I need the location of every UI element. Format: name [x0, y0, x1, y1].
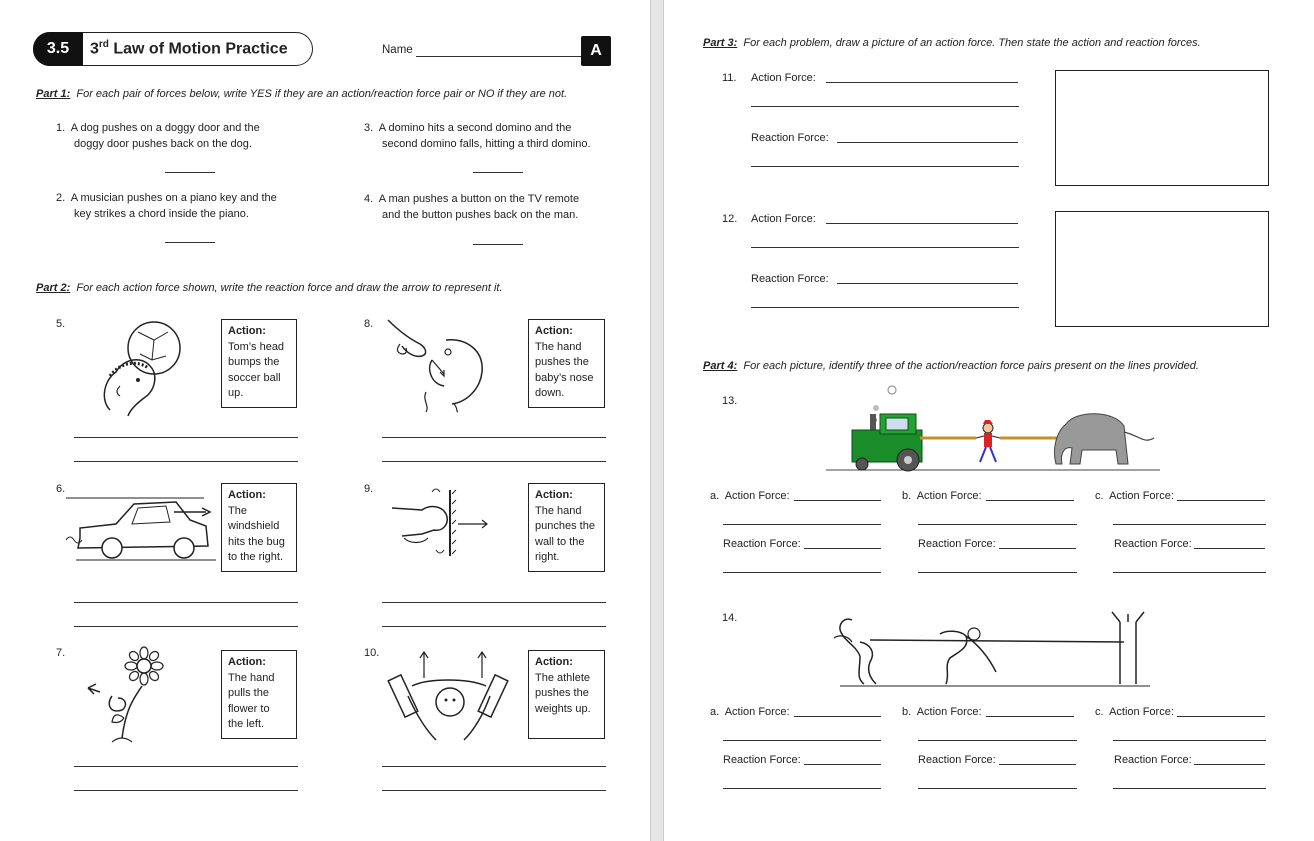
- reaction-label: Reaction Force:: [918, 538, 996, 550]
- reaction-line[interactable]: [382, 766, 606, 767]
- reaction-line[interactable]: [382, 437, 606, 438]
- name-label: Name: [382, 44, 413, 56]
- reaction-line[interactable]: [382, 626, 606, 627]
- version-badge: A: [581, 36, 611, 66]
- tractor-man-elephant-tug-icon: [824, 380, 1164, 475]
- part1-item-1: 1. A dog pushes on a doggy door and the doggy door pushes back on the dog.: [56, 122, 260, 150]
- answer-line[interactable]: [986, 500, 1074, 501]
- answer-line[interactable]: [1177, 500, 1265, 501]
- reaction-line[interactable]: [74, 437, 298, 438]
- part4-header: Part 4: For each picture, identify three of the action/reaction force pairs present on the lines provided.: [703, 360, 1199, 372]
- reaction-force-line[interactable]: [837, 142, 1018, 143]
- action-force-line[interactable]: [751, 247, 1019, 248]
- reaction-line[interactable]: [74, 461, 298, 462]
- answer-13c-label: c. Action Force:: [1095, 490, 1174, 502]
- answer-line-3[interactable]: [473, 172, 523, 173]
- answer-line[interactable]: [999, 764, 1076, 765]
- worksheet-page-2: [664, 0, 1314, 841]
- answer-line[interactable]: [794, 716, 881, 717]
- part3-header: Part 3: For each problem, draw a picture of an action force. Then state the action and reaction forces.: [703, 37, 1201, 49]
- answer-13a-label: a. Action Force:: [710, 490, 790, 502]
- answer-line[interactable]: [1113, 788, 1266, 789]
- reaction-line[interactable]: [382, 461, 606, 462]
- answer-line[interactable]: [918, 788, 1077, 789]
- action-box-8: Action: The hand pushes the baby’s nose down.: [528, 319, 605, 408]
- drawing-box-12[interactable]: [1055, 211, 1269, 327]
- action-box-6: Action: The windshield hits the bug to the right.: [221, 483, 297, 572]
- car-bug-icon: [66, 490, 216, 570]
- answer-line[interactable]: [1113, 524, 1266, 525]
- part1-item-3: 3. A domino hits a second domino and the second domino falls, hitting a third domino.: [364, 122, 591, 150]
- answer-line-4[interactable]: [473, 244, 523, 245]
- reaction-line[interactable]: [382, 602, 606, 603]
- answer-line[interactable]: [804, 764, 881, 765]
- action-force-label: Action Force:: [751, 72, 816, 84]
- reaction-force-label: Reaction Force:: [751, 273, 829, 285]
- monkeys-rope-tree-icon: [830, 612, 1164, 692]
- reaction-label: Reaction Force:: [1114, 754, 1192, 766]
- item-number: 6.: [56, 483, 66, 495]
- reaction-force-line[interactable]: [751, 307, 1019, 308]
- worksheet-title: 3rd Law of Motion Practice: [90, 39, 288, 58]
- reaction-label: Reaction Force:: [723, 538, 801, 550]
- action-box-5: Action: Tom’s head bumps the soccer ball up.: [221, 319, 297, 408]
- reaction-label: Reaction Force:: [1114, 538, 1192, 550]
- action-force-line[interactable]: [751, 106, 1019, 107]
- action-force-label: Action Force:: [751, 213, 816, 225]
- item-number: 14.: [722, 612, 738, 624]
- answer-line[interactable]: [918, 740, 1077, 741]
- item-number: 5.: [56, 318, 66, 330]
- part1-header: Part 1: For each pair of forces below, write YES if they are an action/reaction force pair or NO if they are not.: [36, 88, 568, 100]
- reaction-force-line[interactable]: [837, 283, 1018, 284]
- part2-header: Part 2: For each action force shown, write the reaction force and draw the arrow to represent it.: [36, 282, 503, 294]
- reaction-force-line[interactable]: [751, 166, 1019, 167]
- action-force-line[interactable]: [826, 82, 1018, 83]
- answer-line-1[interactable]: [165, 172, 215, 173]
- action-force-line[interactable]: [826, 223, 1018, 224]
- answer-line[interactable]: [918, 524, 1077, 525]
- answer-line[interactable]: [1113, 740, 1266, 741]
- action-box-10: Action: The athlete pushes the weights up.: [528, 650, 605, 739]
- answer-line[interactable]: [986, 716, 1074, 717]
- name-field[interactable]: [416, 56, 581, 57]
- answer-14c-label: c. Action Force:: [1095, 706, 1174, 718]
- answer-14a-label: a. Action Force:: [710, 706, 790, 718]
- head-soccer-ball-icon: [80, 320, 210, 415]
- answer-line[interactable]: [918, 572, 1077, 573]
- reaction-label: Reaction Force:: [918, 754, 996, 766]
- action-box-9: Action: The hand punches the wall to the right.: [528, 483, 605, 572]
- title-pill: [33, 32, 313, 66]
- part1-item-4: 4. A man pushes a button on the TV remote and the button pushes back on the man.: [364, 193, 580, 221]
- answer-line[interactable]: [1113, 572, 1266, 573]
- item-number: 7.: [56, 647, 66, 659]
- athlete-weights-icon: [388, 652, 508, 742]
- answer-line[interactable]: [723, 740, 881, 741]
- reaction-force-label: Reaction Force:: [751, 132, 829, 144]
- hand-baby-nose-icon: [386, 320, 496, 412]
- section-number: 3.5: [33, 32, 83, 66]
- item-number: 10.: [364, 647, 380, 659]
- drawing-box-11[interactable]: [1055, 70, 1269, 186]
- answer-line[interactable]: [1194, 764, 1265, 765]
- item-number: 8.: [364, 318, 374, 330]
- worksheet-page-1: [0, 0, 650, 841]
- answer-line[interactable]: [1177, 716, 1265, 717]
- answer-line[interactable]: [1194, 548, 1265, 549]
- answer-line[interactable]: [794, 500, 881, 501]
- answer-line[interactable]: [999, 548, 1076, 549]
- part1-item-2: 2. A musician pushes on a piano key and the key strikes a chord inside the piano.: [56, 192, 277, 220]
- page-gutter: [650, 0, 664, 841]
- reaction-line[interactable]: [74, 790, 298, 791]
- answer-line[interactable]: [723, 788, 881, 789]
- hand-wall-icon: [392, 486, 492, 558]
- item-number: 13.: [722, 395, 738, 407]
- item-number: 9.: [364, 483, 374, 495]
- answer-line[interactable]: [804, 548, 881, 549]
- action-box-7: Action: The hand pulls the flower to the left.: [221, 650, 297, 739]
- answer-line-2[interactable]: [165, 242, 215, 243]
- item-number: 11.: [722, 72, 737, 84]
- item-number: 12.: [722, 213, 738, 225]
- answer-13b-label: b. Action Force:: [902, 490, 982, 502]
- reaction-line[interactable]: [74, 626, 298, 627]
- hand-flower-icon: [82, 648, 172, 746]
- reaction-line[interactable]: [74, 766, 298, 767]
- reaction-label: Reaction Force:: [723, 754, 801, 766]
- answer-line[interactable]: [723, 572, 881, 573]
- answer-line[interactable]: [723, 524, 881, 525]
- answer-14b-label: b. Action Force:: [902, 706, 982, 718]
- reaction-line[interactable]: [382, 790, 606, 791]
- reaction-line[interactable]: [74, 602, 298, 603]
